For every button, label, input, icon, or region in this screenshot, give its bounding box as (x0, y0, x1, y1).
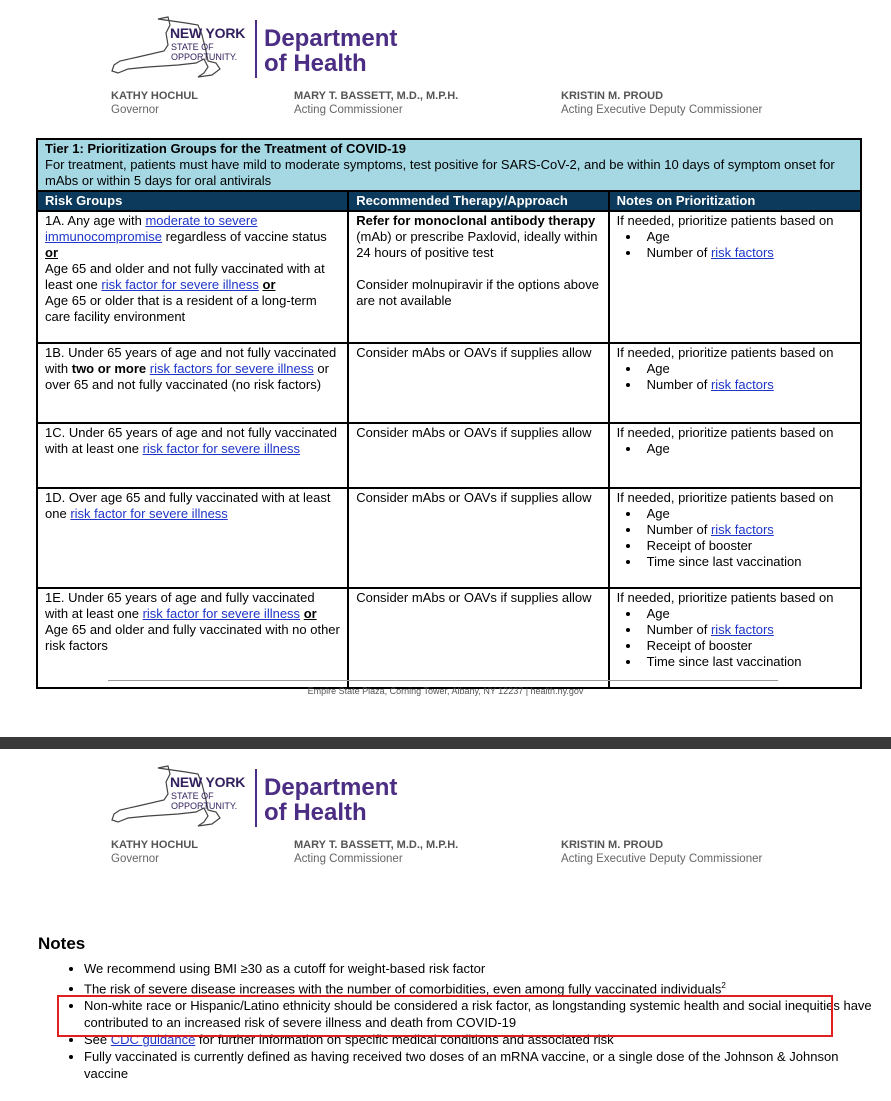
tier-1-prioritization-table (36, 138, 862, 689)
risk-group-cell: 1E. Under 65 years of age and fully vaccinated with at least one risk factor for severe illness or Age 65 and older and fully vaccinated with no other risk factors (37, 588, 348, 688)
risk-factor-link[interactable]: risk factor for severe illness (70, 506, 228, 521)
table-row (37, 488, 861, 588)
ny-tagline: STATE OF OPPORTUNITY. (171, 42, 238, 62)
risk-factors-link[interactable]: risk factors (710, 377, 774, 392)
list-item: • See CDC guidance for further information on specific medical conditions and associated risk (84, 1031, 884, 1048)
letterhead-divider (255, 20, 257, 78)
notes-cell: If needed, prioritize patients based on • Age • Number of risk factors (609, 343, 861, 423)
risk-factors-link[interactable]: risk factors (710, 245, 774, 260)
officer-governor: KATHY HOCHUL Governor (111, 90, 198, 116)
list-item: • The risk of severe disease increases with the number of comorbidities, even among fully vaccinated individuals$^2$ (84, 977, 884, 997)
table-intro: For treatment, patients must have mild to moderate symptoms, test positive for SARS-CoV-2, and be within 10 days of symptom onset for mAbs or within 5 days for oral antivirals (45, 157, 835, 188)
risk-group-cell: 1B. Under 65 years of age and not fully vaccinated with two or more risk factors for severe illness or over 65 and not fully vaccinated (no risk factors) (37, 343, 348, 423)
table-row (37, 423, 861, 488)
risk-factor-link[interactable]: risk factor for severe illness (101, 277, 259, 292)
notes-cell: If needed, prioritize patients based on • Age • Number of risk factors (609, 211, 861, 343)
risk-group-cell: 1A. Any age with moderate to severe immunocompromise regardless of vaccine status or Age 65 and older and not fully vaccinated with at least one risk factor for severe illness or Age 65 or older that is a resident of a long-term care facility environment (37, 211, 348, 343)
therapy-cell: Refer for monoclonal antibody therapy (mAb) or prescribe Paxlovid, ideally within 24 hours of positive test Consider molnupiravir if the options above are not available (348, 211, 608, 343)
highlight-box (57, 995, 833, 1037)
notes-cell: If needed, prioritize patients based on • Age • Number of risk factors • Receipt of booster • Time since last vaccination (609, 588, 861, 688)
ny-wordmark: NEW YORK (170, 774, 246, 790)
risk-factor-link[interactable]: risk factor for severe illness (142, 441, 301, 456)
therapy-cell: Consider mAbs or OAVs if supplies allow (348, 423, 608, 488)
risk-group-cell: 1C. Under 65 years of age and not fully vaccinated with at least one risk factor for severe illness (37, 423, 348, 488)
list-item-highlighted: • Non-white race or Hispanic/Latino ethnicity should be considered a risk factor, as longstanding systemic health and social inequities have contributed to an increased risk of severe illness and death from COVID-19 (84, 997, 884, 1031)
risk-factor-link[interactable]: risk factors for severe illness (149, 361, 314, 376)
officer-commissioner: MARY T. BASSETT, M.D., M.P.H. Acting Commissioner (294, 90, 459, 116)
ny-tagline: STATE OF OPPORTUNITY. (171, 791, 238, 811)
immunocompromise-link[interactable]: moderate to severe immunocompromise (45, 213, 258, 244)
page-footer: Empire State Plaza, Corning Tower, Albany, NY 12237 | health.ny.gov (307, 686, 584, 696)
letterhead (0, 0, 891, 130)
officer-governor: KATHY HOCHUL Governor (111, 839, 198, 865)
table-row (37, 211, 861, 343)
list-item: • We recommend using BMI ≥30 as a cutoff for weight-based risk factor (84, 960, 884, 977)
officer-commissioner: MARY T. BASSETT, M.D., M.P.H. Acting Commissioner (294, 839, 459, 865)
header-therapy: Recommended Therapy/Approach (348, 191, 608, 211)
risk-group-cell: 1D. Over age 65 and fully vaccinated with at least one risk factor for severe illness (37, 488, 348, 588)
therapy-cell: Consider mAbs or OAVs if supplies allow (348, 488, 608, 588)
notes-cell: If needed, prioritize patients based on • Age (609, 423, 861, 488)
officer-deputy-commissioner: KRISTIN M. PROUD Acting Executive Deputy Commissioner (561, 90, 763, 116)
ny-wordmark: NEW YORK (170, 25, 246, 41)
letterhead (0, 749, 891, 879)
notes-cell: If needed, prioritize patients based on • Age • Number of risk factors • Receipt of booster • Time since last vaccination (609, 488, 861, 588)
table-row (37, 588, 861, 688)
footer-rule (108, 680, 778, 681)
therapy-cell: Consider mAbs or OAVs if supplies allow (348, 588, 608, 688)
document-page-2 (0, 749, 891, 1101)
list-item: • Fully vaccinated is currently defined as having received two doses of an mRNA vaccine, or a single dose of the Johnson & Johnson vaccine (84, 1048, 884, 1082)
department-name: Department of Health (264, 774, 398, 826)
department-name: Department of Health (264, 25, 398, 77)
notes-heading: Notes (38, 934, 86, 953)
risk-factor-link[interactable]: risk factor for severe illness (142, 606, 301, 621)
page-separator (0, 737, 891, 749)
therapy-cell: Consider mAbs or OAVs if supplies allow (348, 343, 608, 423)
table-row (37, 343, 861, 423)
officer-deputy-commissioner: KRISTIN M. PROUD Acting Executive Deputy Commissioner (561, 839, 763, 865)
header-risk-groups: Risk Groups (37, 191, 348, 211)
risk-factors-link[interactable]: risk factors (710, 522, 774, 537)
risk-factors-link[interactable]: risk factors (710, 622, 774, 637)
table-title-row (37, 139, 861, 191)
header-notes: Notes on Prioritization (609, 191, 861, 211)
letterhead-divider (255, 769, 257, 827)
table-header-row (37, 191, 861, 211)
cdc-guidance-link[interactable]: CDC guidance (110, 1032, 196, 1048)
table-title: Tier 1: Prioritization Groups for the Treatment of COVID-19 (45, 141, 406, 156)
